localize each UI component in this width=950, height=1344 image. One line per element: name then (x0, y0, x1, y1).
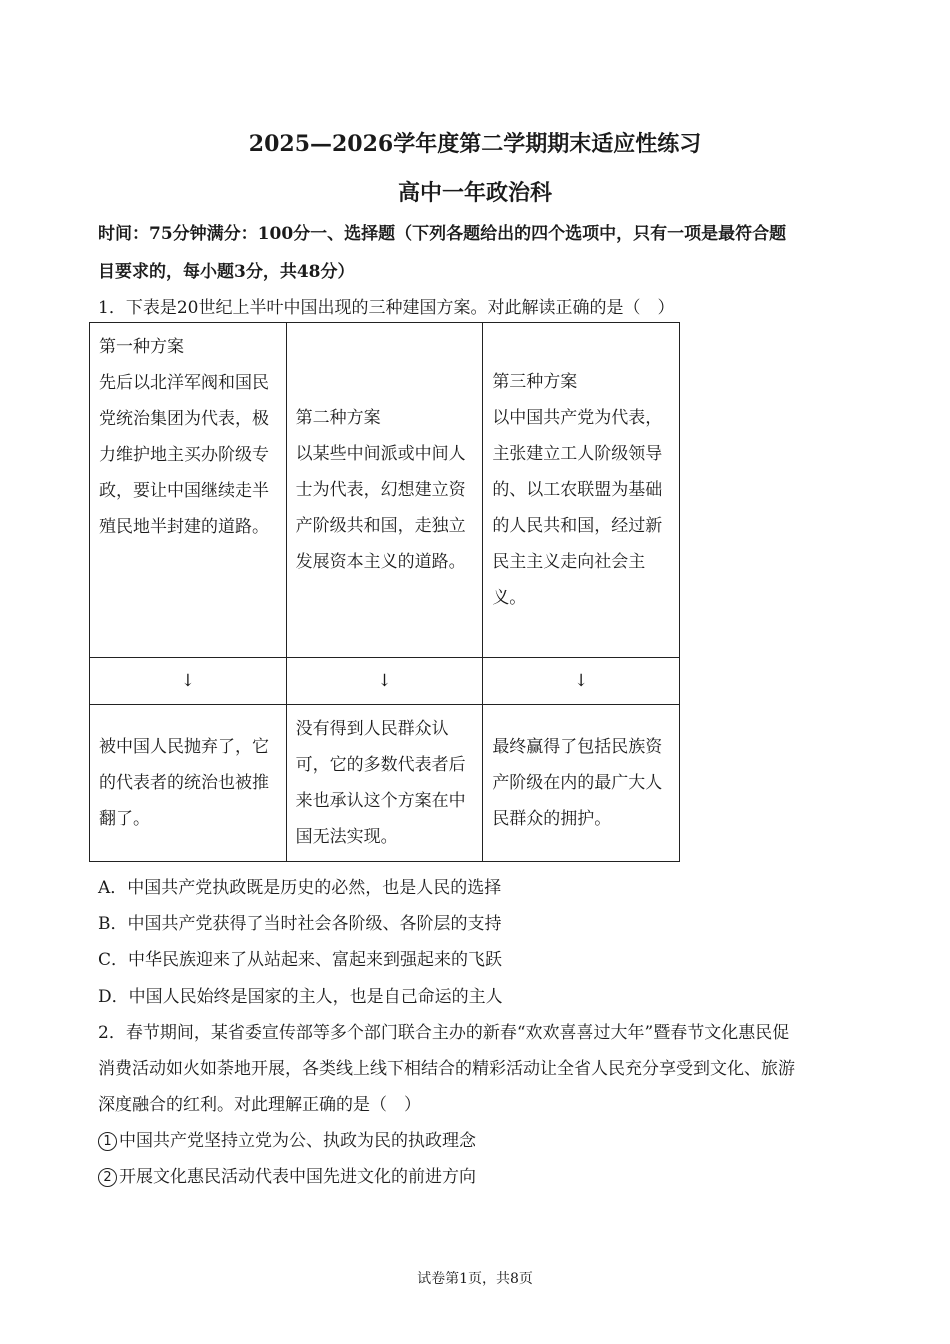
table-row-results (90, 705, 680, 862)
result-cell-3: 最终赢得了包括民族资产阶级在内的最广大人民群众的拥护。 (483, 705, 680, 862)
q2-stem-line-3: 深度融合的红利。对此理解正确的是（ ） (98, 1095, 421, 1115)
plan-cell-3 (483, 323, 680, 658)
table-row-arrows (90, 658, 680, 705)
q1-table (89, 322, 680, 862)
q1-option-a: A．中国共产党执政既是历史的必然，也是人民的选择 (98, 878, 502, 898)
q1-option-b: B．中国共产党获得了当时社会各阶级、各阶层的支持 (98, 914, 502, 934)
plan-title-2: 第二种方案 (295, 408, 381, 428)
circled-number-1: 1 (98, 1132, 117, 1151)
page-footer: 试卷第1页，共8页 (417, 1271, 533, 1287)
down-arrow-icon: ↓ (483, 658, 680, 705)
exam-title: 2025—2026学年度第二学期期末适应性练习 (248, 131, 702, 157)
q2-item-2-text: 开展文化惠民活动代表中国先进文化的前进方向 (119, 1167, 476, 1187)
plan-cell-1 (90, 323, 287, 658)
q2-item-1-text: 中国共产党坚持立党为公、执政为民的执政理念 (119, 1131, 476, 1151)
down-arrow-icon: ↓ (90, 658, 287, 705)
q2-stem-line-2: 消费活动如火如荼地开展，各类线上线下相结合的精彩活动让全省人民充分享受到文化、旅游 (98, 1059, 795, 1079)
table-row-plans (90, 323, 680, 658)
plan-text-3: 以中国共产党为代表，主张建立工人阶级领导的、以工农联盟为基础的人民共和国，经过新民主主义走向社会主义。 (492, 408, 663, 608)
instructions-line-2: 目要求的，每小题3分，共48分） (98, 262, 355, 282)
q1-option-d: D．中国人民始终是国家的主人，也是自己命运的主人 (98, 987, 503, 1007)
q2-item-2 (98, 1162, 858, 1187)
result-cell-1: 被中国人民抛弃了，它的代表者的统治也被推翻了。 (90, 705, 287, 862)
instructions-line-1: 时间：75分钟满分：100分一、选择题（下列各题给出的四个选项中，只有一项是最符合题 (98, 224, 787, 244)
q1-stem: 1．下表是20世纪上半叶中国出现的三种建国方案。对此解读正确的是（ ） (98, 298, 675, 318)
q2-stem-line-1: 2．春节期间，某省委宣传部等多个部门联合主办的新春“欢欢喜喜过大年”暨春节文化惠民促 (98, 1023, 790, 1043)
plan-text-2: 以某些中间派或中间人士为代表，幻想建立资产阶级共和国，走独立发展资本主义的道路。 (295, 444, 466, 572)
plan-cell-2 (286, 323, 483, 658)
q1-option-c: C．中华民族迎来了从站起来、富起来到强起来的飞跃 (98, 950, 503, 970)
plan-text-1: 先后以北洋军阀和国民党统治集团为代表，极力维护地主买办阶级专政，要让中国继续走半殖民地半封建的道路。 (99, 373, 269, 537)
plan-title-3: 第三种方案 (492, 372, 578, 392)
exam-subtitle: 高中一年政治科 (397, 180, 552, 206)
down-arrow-icon: ↓ (286, 658, 483, 705)
circled-number-2: 2 (98, 1168, 117, 1187)
q2-item-1 (98, 1126, 858, 1151)
result-cell-2: 没有得到人民群众认可，它的多数代表者后来也承认这个方案在中国无法实现。 (286, 705, 483, 862)
plan-title-1: 第一种方案 (99, 337, 184, 357)
